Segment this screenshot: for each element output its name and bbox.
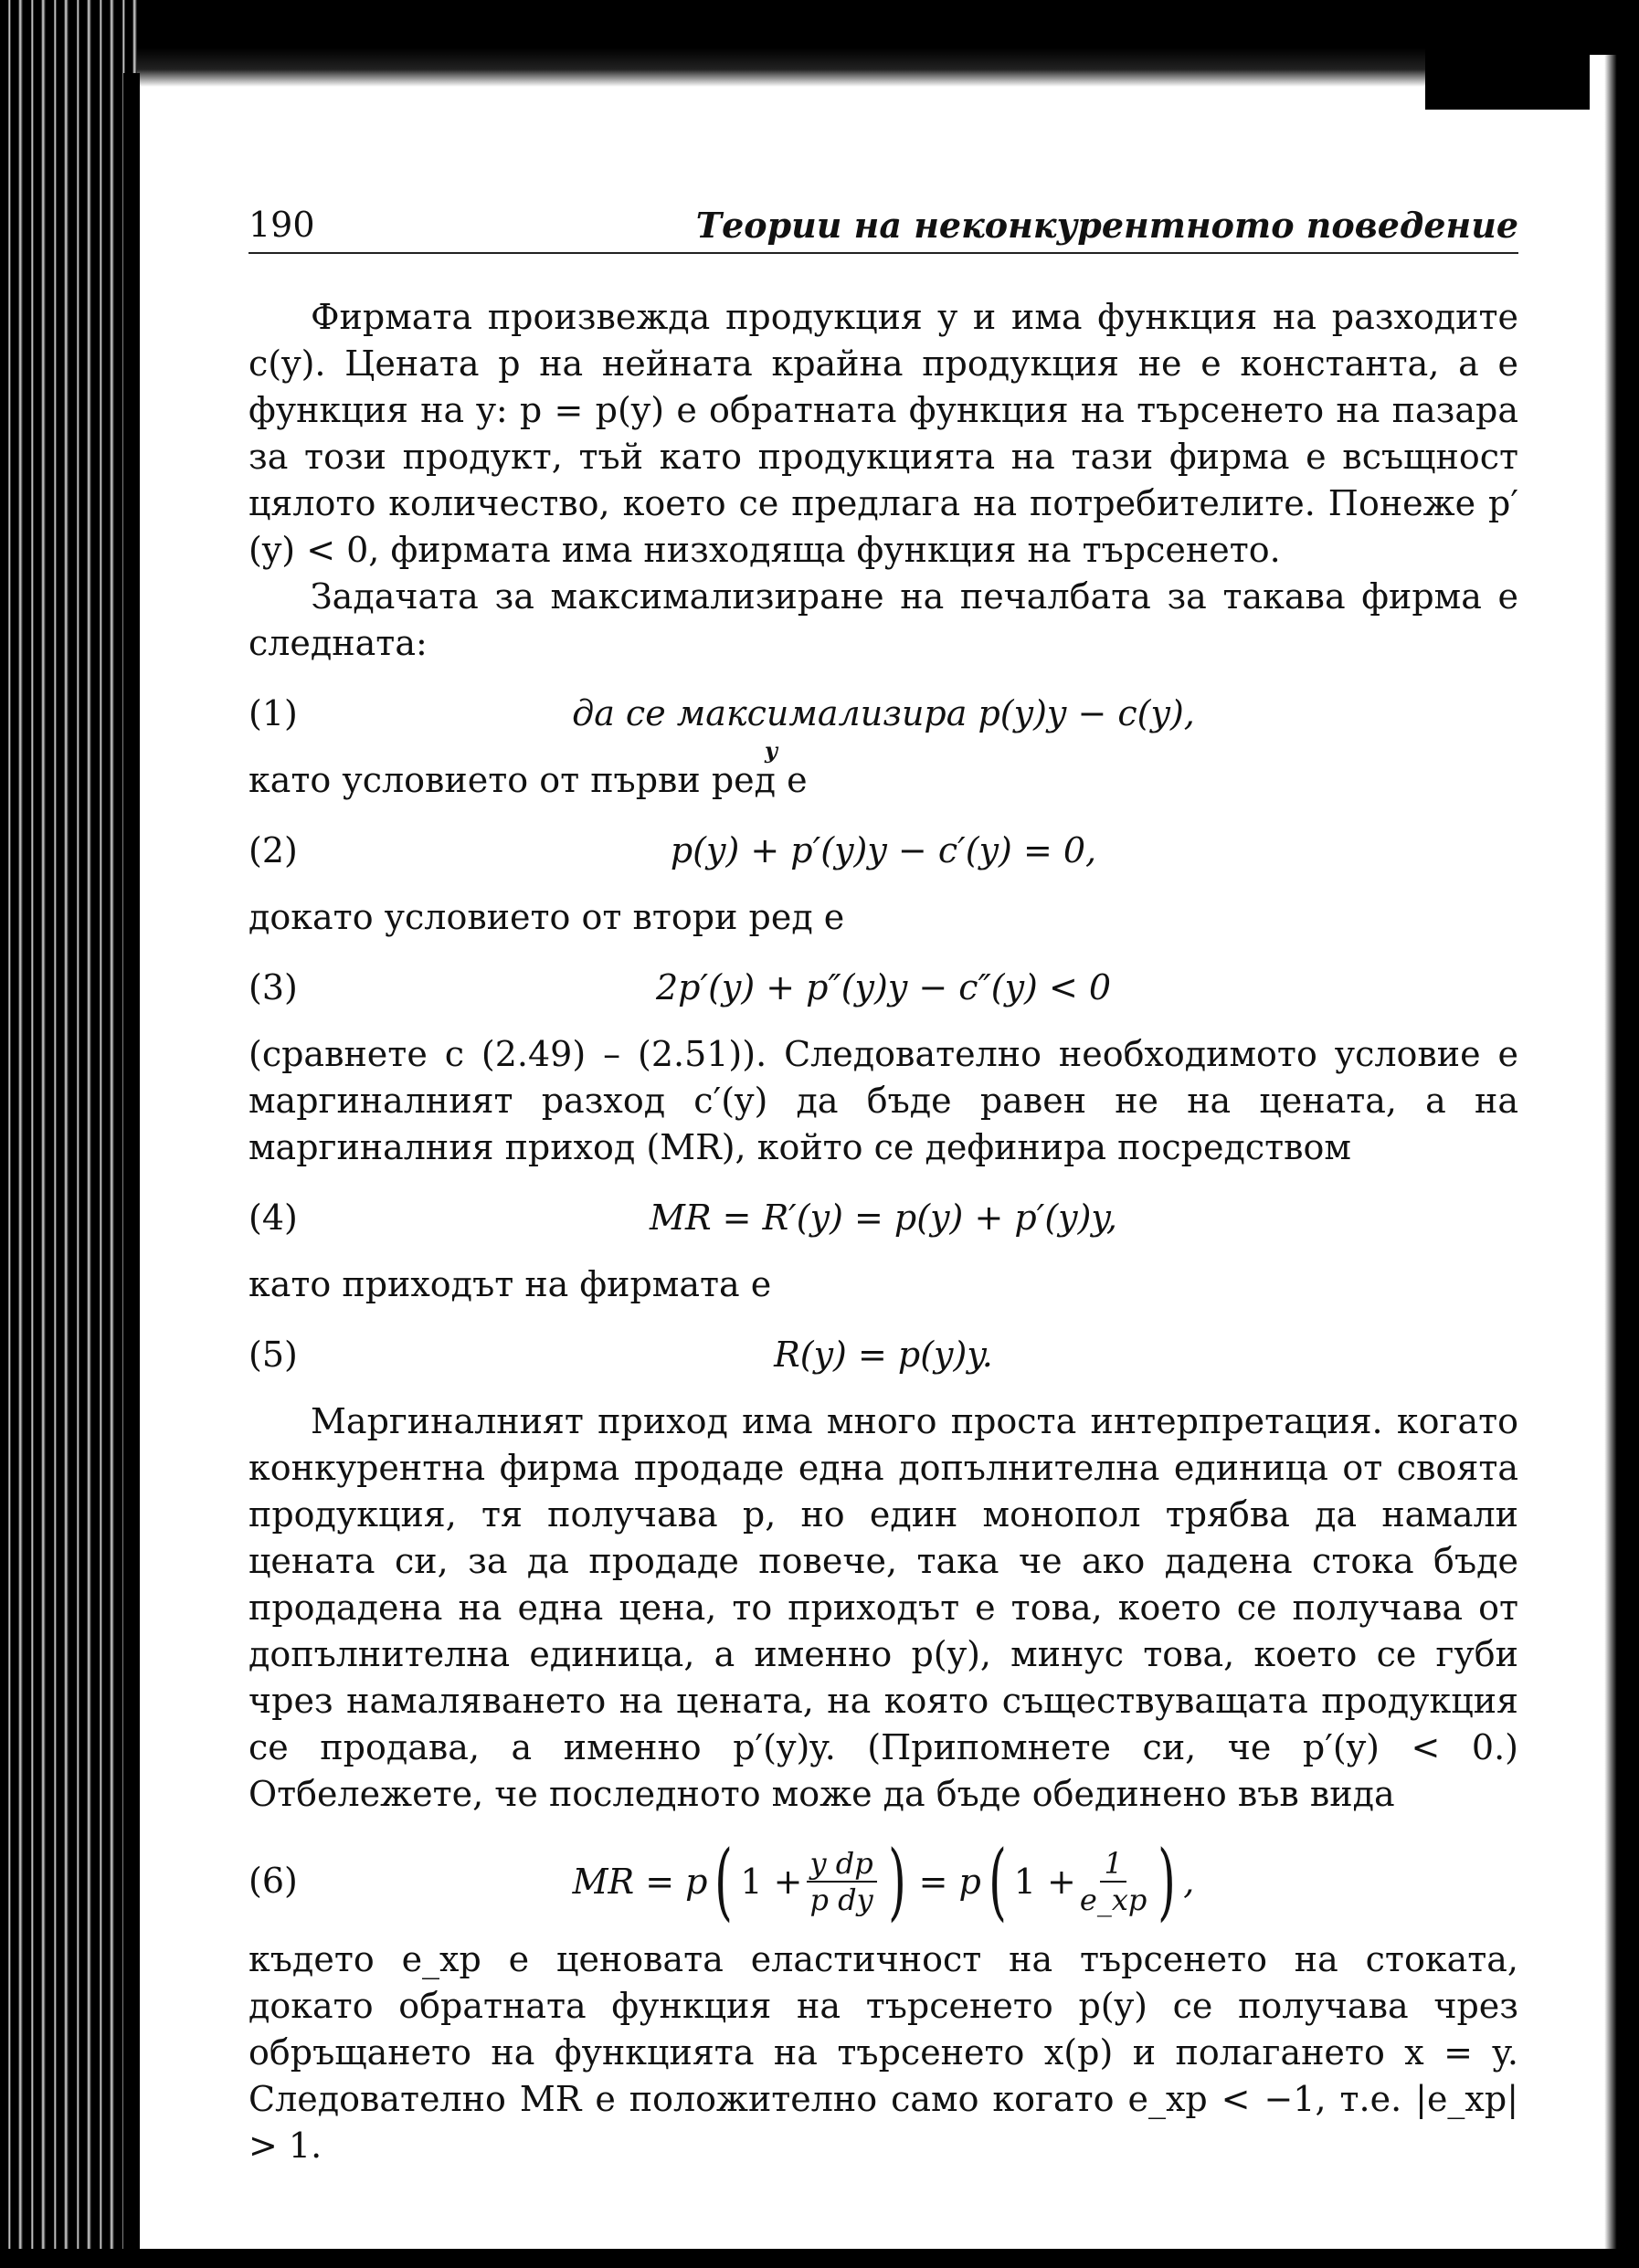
left-paren-2: ( <box>988 1832 1007 1930</box>
equation-6-end: , <box>1183 1861 1195 1902</box>
right-paren-2: ) <box>1158 1832 1177 1930</box>
page-header <box>248 205 1518 254</box>
equation-6 <box>248 1832 1518 1930</box>
equation-body-2: p(y) + p′(y)y − c′(y) = 0, <box>670 830 1097 870</box>
equation-body-4: MR = R′(y) = p(y) + p′(y)y, <box>650 1197 1117 1238</box>
equation-2 <box>248 828 1518 874</box>
equation-number-5: (5) <box>248 1334 298 1375</box>
paragraph-2: Задачата за максимализиране на печалбата за такава фирма е следната: <box>248 576 1518 663</box>
running-head: Теории на неконкурентното поведение <box>695 205 1518 246</box>
equation-1 <box>248 691 1518 764</box>
fraction-1 <box>807 1846 877 1917</box>
left-paren-1: ( <box>714 1832 734 1930</box>
equation-4 <box>248 1195 1518 1241</box>
equation-number-1: (1) <box>248 693 298 733</box>
paragraph-1: Фирмата произвежда продукция y и има функция на разходите c(y). Цената p на нейната крайна продукция не е константа, а е функция на y: p = p(y) е обратната функция на търсенето на пазара за този продукт, тъй като продукцията на тази фирма е всъщност цялото количество, което се предлага на потребителите. Понеже p′(y) < 0, фирмата има низходяща функция на търсенето. <box>248 297 1518 570</box>
fraction-2-denominator: e_xp <box>1079 1883 1147 1917</box>
equation-number-6: (6) <box>248 1861 298 1901</box>
equation-5 <box>248 1332 1518 1378</box>
scan-shadow-bottom <box>0 2249 1639 2268</box>
equation-number-4: (4) <box>248 1197 298 1238</box>
fraction-2-numerator: 1 <box>1100 1846 1126 1883</box>
fraction-1-numerator: y dp <box>807 1846 877 1883</box>
equation-6-one: 1 + <box>740 1861 803 1902</box>
equation-1-subscript: y <box>765 737 777 764</box>
equation-6-mid: = p <box>918 1861 981 1902</box>
equation-body-1: да се максимализира p(y)y − c(y), <box>572 693 1195 733</box>
paragraph-5: (сравнете с (2.49) – (2.51)). Следователно необходимото условие е маргиналният разход c′(y) да бъде равен не на цената, а на маргиналния приход (MR), който се дефинира посредством <box>248 1034 1518 1167</box>
right-paren-1: ) <box>887 1832 906 1930</box>
equation-body-5: R(y) = p(y)y. <box>774 1334 993 1375</box>
equation-body-6 <box>248 1832 1518 1930</box>
paragraph-8: където e_xp е ценовата еластичност на търсенето на стоката, докато обратната функция на търсенето p(y) се получава чрез обръщането на функцията на търсенето x(p) и полагането x = y. Следователно MR е положително само когато e_xp < −1, т.е. |e_xp| > 1. <box>248 1939 1518 2166</box>
page-body <box>248 294 1518 2169</box>
scan-shadow-top <box>0 0 1639 87</box>
equation-6-one-2: 1 + <box>1013 1861 1076 1902</box>
paragraph-7: Маргиналният приход има много проста интерпретация. когато конкурентна фирма продаде една допълнителна единица от своята продукция, тя получава p, но един монопол трябва да намали цената си, за да продаде повече, така че ако дадена стока бъде продадена на една цена, то приходът е това, което се получава от допълнителна единица, а именно p(y), минус това, което се губи чрез намаляването на цената, на която съществуващата продукция се продава, а именно p′(y)y. (Припомнете си, че p′(y) < 0.) Отбележете, че последното може да бъде обединено във вида <box>248 1401 1518 1814</box>
paragraph-3: като условието от първи ред е <box>248 760 808 800</box>
fraction-2 <box>1080 1846 1147 1917</box>
fraction-1-denominator: p dy <box>809 1883 873 1917</box>
paragraph-6: като приходът на фирмата е <box>248 1264 772 1304</box>
scan-shadow-left-edge <box>123 73 140 2265</box>
page-number: 190 <box>248 205 315 245</box>
equation-6-lhs: MR = p <box>572 1861 708 1902</box>
scan-shadow-right <box>1590 55 1639 2268</box>
equation-number-3: (3) <box>248 967 298 1007</box>
equation-number-2: (2) <box>248 830 298 870</box>
equation-3 <box>248 965 1518 1011</box>
paragraph-4: докато условието от втори ред е <box>248 897 845 937</box>
scan-shadow-left <box>0 0 137 2268</box>
equation-body-3: 2p′(y) + p″(y)y − c″(y) < 0 <box>655 967 1112 1007</box>
